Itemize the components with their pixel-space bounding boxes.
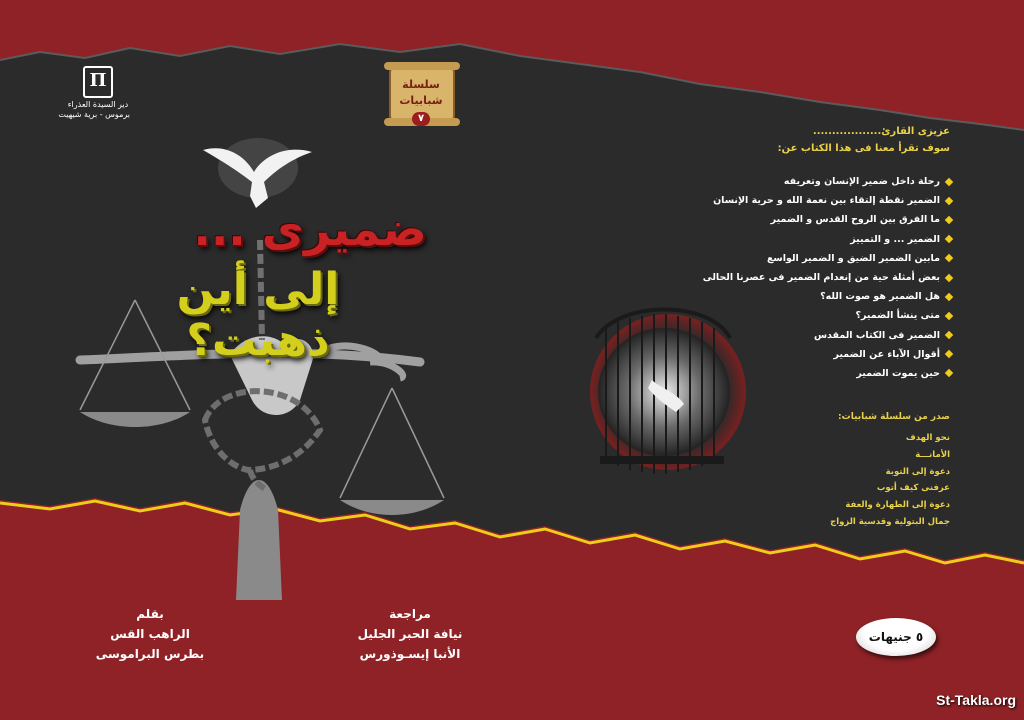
review-line-2: الأنبا إيسـوذورس <box>359 647 461 661</box>
author-label: بقلم <box>136 607 164 621</box>
publication-item: جمال البتولية وقدسية الزواج <box>830 516 950 527</box>
list-item: متى ينشأ الضمير؟ <box>640 306 952 325</box>
author-line-1: الراهب القس <box>110 627 190 641</box>
site-watermark: St-Takla.org <box>936 692 1016 708</box>
diamond-bullet-icon <box>945 312 953 320</box>
list-item: رحلة داخل ضمير الإنسان وتعريفه <box>640 172 952 191</box>
list-item: مابين الضمير الضيق و الضمير الواسع <box>640 249 952 268</box>
reader-intro <box>700 126 950 154</box>
series-badge <box>388 64 454 126</box>
publication-item: دعوة إلى التوبة <box>885 466 950 477</box>
diamond-bullet-icon <box>945 254 953 262</box>
series-publications <box>740 412 950 531</box>
list-item: الضمير نقطة إلتقاء بين نعمة الله و حرية الإنسان <box>640 191 952 210</box>
series-label-2: شبابيات <box>399 94 443 107</box>
book-title-line-2: إلى أين ذهبت؟ <box>176 264 340 366</box>
author-line-2: بطرس البراموسى <box>95 647 205 661</box>
publication-item: دعوة إلى الطهارة والعفة <box>845 500 950 511</box>
diamond-bullet-icon <box>945 331 953 339</box>
diamond-bullet-icon <box>945 216 953 224</box>
price-badge: ٥ جنيهات <box>856 618 936 656</box>
list-item: هل الضمير هو صوت الله؟ <box>640 287 952 306</box>
diamond-bullet-icon <box>945 273 953 281</box>
diamond-bullet-icon <box>945 292 953 300</box>
list-item: أقوال الآباء عن الضمير <box>640 345 952 364</box>
diamond-bullet-icon <box>945 350 953 358</box>
book-title-line-1: ضميرى ... <box>193 202 427 256</box>
list-item: الضمير فى الكتاب المقدس <box>640 326 952 345</box>
contents-list <box>640 172 952 383</box>
review-line-1: نيافة الحبر الجليل <box>357 627 463 641</box>
list-item: حين يموت الضمير <box>640 364 952 383</box>
list-item: ما الفرق بين الروح القدس و الضمير <box>640 210 952 229</box>
review-credit <box>330 604 490 664</box>
list-item: الضمير ... و التمييز <box>640 230 952 249</box>
monastery-logo <box>58 66 130 126</box>
intro-greeting: عزيزى القارئ.................. <box>812 126 950 137</box>
diamond-bullet-icon <box>945 197 953 205</box>
review-label: مراجعة <box>389 607 431 621</box>
logo-line-1: دير السيدة العذراء <box>67 100 129 109</box>
diamond-bullet-icon <box>945 235 953 243</box>
publication-item: الأمانـــة <box>915 449 950 460</box>
publication-item: نحو الهدف <box>905 433 950 443</box>
cross-icon: Π <box>83 66 113 98</box>
list-item: بعض أمثلة حية من إنعدام الضمير فى عصرنا الحالى <box>640 268 952 287</box>
diamond-bullet-icon <box>945 369 953 377</box>
logo-line-2: برموس - برية شيهيت <box>58 110 130 119</box>
publication-item: عرفنى كيف أتوب <box>876 483 950 494</box>
publications-heading: صدر من سلسلة شبابيات: <box>838 412 950 422</box>
intro-lead: سوف تقرأ معنا فى هذا الكتاب عن: <box>777 143 950 154</box>
author-credit <box>80 604 220 664</box>
series-label-1: سلسلة <box>402 78 440 91</box>
series-number: ٧ <box>412 112 430 126</box>
diamond-bullet-icon <box>945 177 953 185</box>
